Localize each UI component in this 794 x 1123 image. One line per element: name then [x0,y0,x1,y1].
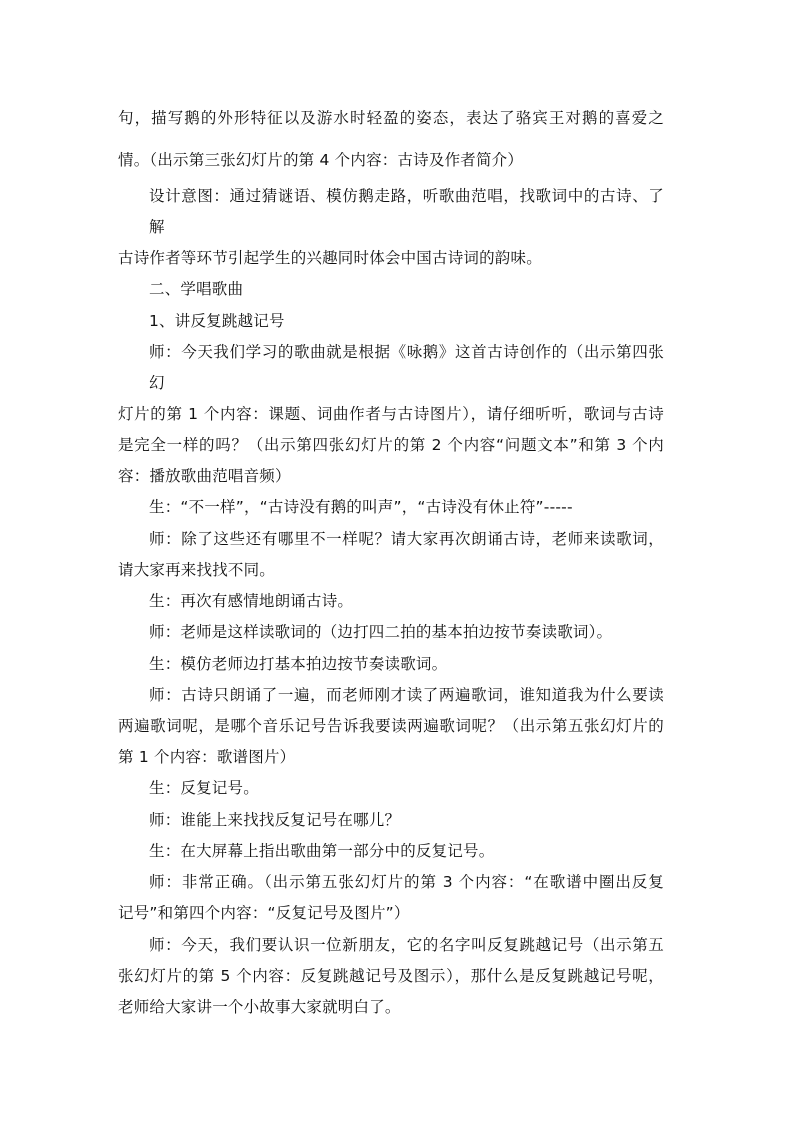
design-intent-line-2: 解 [149,218,165,236]
teacher-line-3: 灯片的第 1 个内容：课题、词曲作者与古诗图片），请仔细听听，歌词与古诗 [118,405,664,423]
teacher-line-15: 师：今天，我们要认识一位新朋友，它的名字叫反复跳越记号（出示第五 [149,936,664,954]
teacher-line-9: 师：古诗只朗诵了一遍，而老师刚才读了两遍歌词，谁知道我为什么要读 [149,686,664,704]
teacher-line-12: 师：谁能上来找找反复记号在哪儿？ [149,811,401,829]
teacher-line-4: 是完全一样的吗？（出示第四张幻灯片的第 2 个内容“问题文本”和第 3 个内 [118,436,664,454]
student-line-4: 生：反复记号。 [149,779,259,797]
design-intent-line-3: 古诗作者等环节引起学生的兴趣同时体会中国古诗词的韵味。 [118,249,542,267]
teacher-line-11: 第 1 个内容：歌谱图片） [118,748,296,766]
teacher-line-17: 老师给大家讲一个小故事大家就明白了。 [118,998,401,1016]
student-line-2: 生：再次有感情地朗诵古诗。 [149,592,354,610]
student-line-5: 生：在大屏幕上指出歌曲第一部分中的反复记号。 [149,842,495,860]
teacher-line-1: 师：今天我们学习的歌曲就是根据《咏鹅》这首古诗创作的（出示第四张 [149,343,664,361]
teacher-line-8: 师：老师是这样读歌词的（边打四二拍的基本拍边按节奏读歌词）。 [149,623,613,641]
teacher-line-7: 请大家再来找找不同。 [118,561,276,579]
subsection-heading: 1、讲反复跳越记号 [149,312,285,330]
teacher-line-6: 师：除了这些还有哪里不一样呢？请大家再次朗诵古诗，老师来读歌词， [149,530,664,548]
paragraph-line-2: 情。（出示第三张幻灯片的第 4 个内容：古诗及作者简介） [118,151,524,169]
student-line-3: 生：模仿老师边打基本拍边按节奏读歌词。 [149,655,448,673]
design-intent-line-1: 设计意图：通过猜谜语、模仿鹅走路，听歌曲范唱，找歌词中的古诗、了 [149,187,664,205]
teacher-line-14: 记号”和第四个内容：“反复记号及图片”） [118,904,410,922]
teacher-line-2: 幻 [149,374,165,392]
paragraph-line-1: 句，描写鹅的外形特征以及游水时轻盈的姿态，表达了骆宾王对鹅的喜爱之 [118,109,664,127]
teacher-line-16: 张幻灯片的第 5 个内容：反复跳越记号及图示），那什么是反复跳越记号呢， [118,967,664,985]
teacher-line-10: 两遍歌词呢，是哪个音乐记号告诉我要读两遍歌词呢？（出示第五张幻灯片的 [118,717,664,735]
section-heading: 二、学唱歌曲 [149,280,244,298]
teacher-line-13: 师：非常正确。（出示第五张幻灯片的第 3 个内容：“在歌谱中圈出反复 [149,873,664,891]
student-line-1: 生：“不一样”，“古诗没有鹅的叫声”，“古诗没有休止符”----- [149,498,573,516]
teacher-line-5: 容：播放歌曲范唱音频） [118,467,291,485]
